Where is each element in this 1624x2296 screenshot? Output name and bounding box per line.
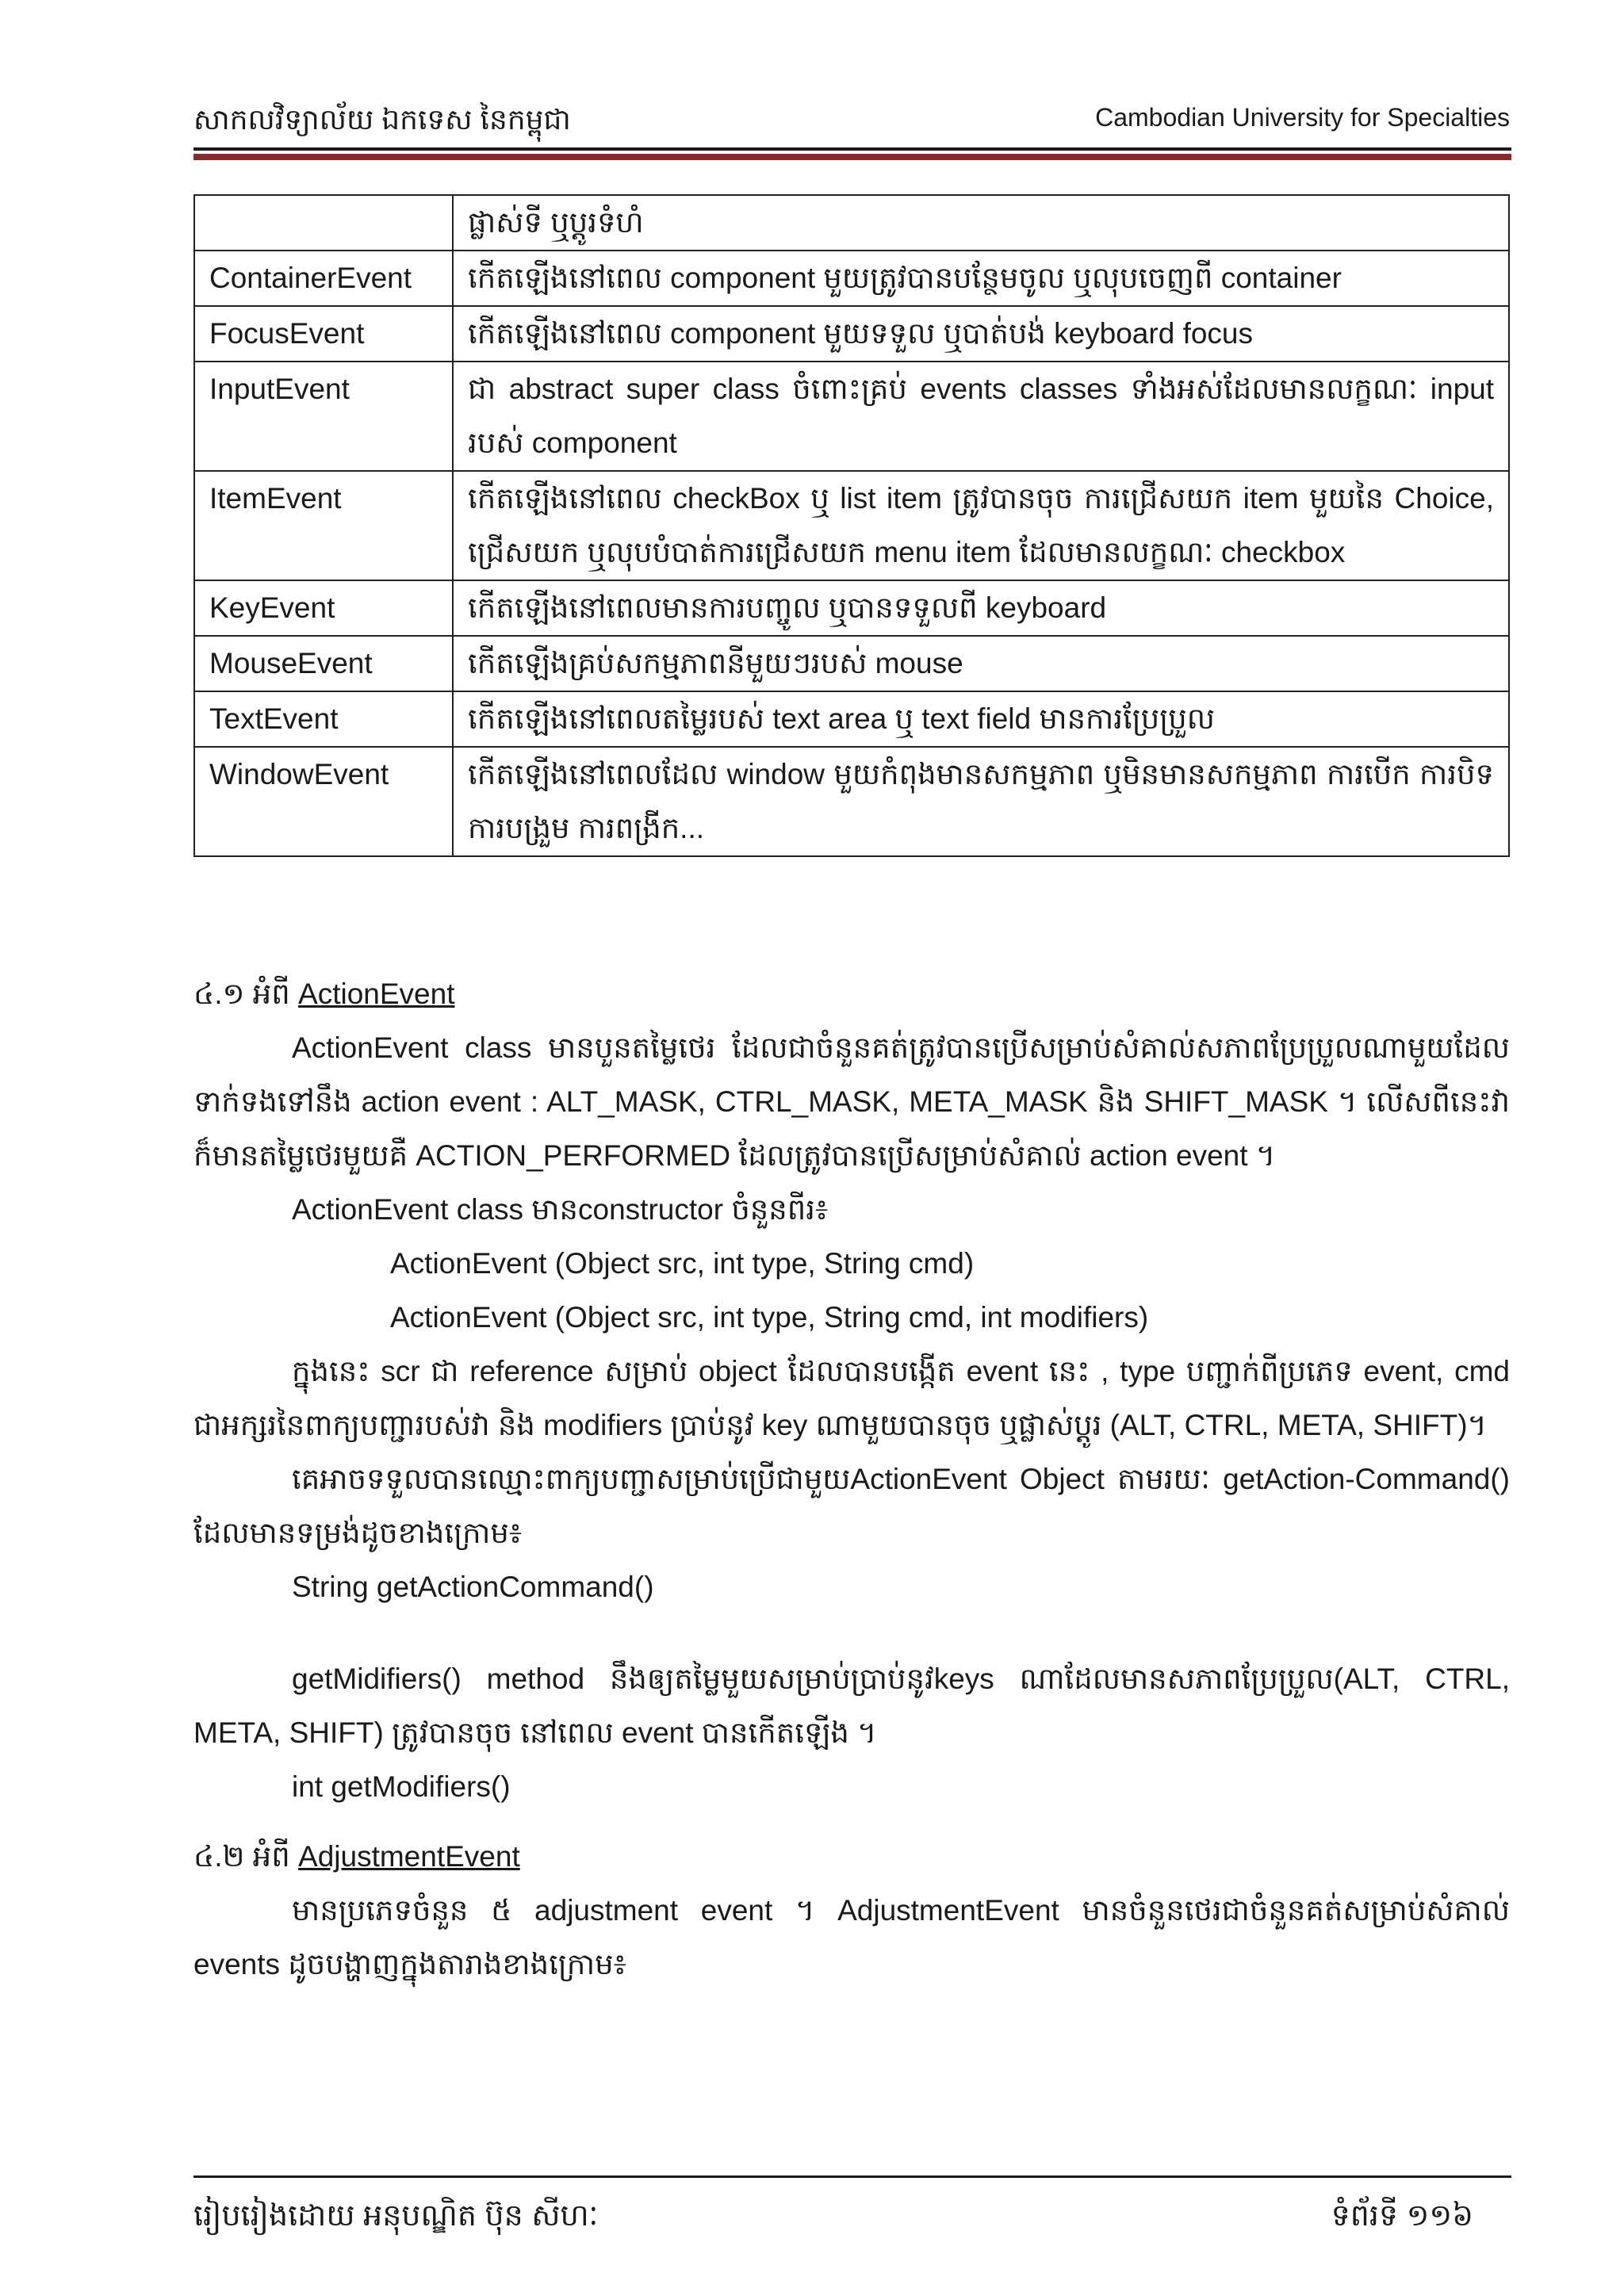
event-name-cell: MouseEvent (194, 636, 453, 691)
event-description-cell: កើតឡើងនៅពេលតម្លៃរបស់ text area ឬ text field មានការប្រែប្រួល (453, 691, 1509, 747)
event-name-cell (194, 195, 453, 251)
header-university-english: Cambodian University for Specialties (1095, 103, 1510, 132)
section-number: ៤.១ (193, 978, 245, 1010)
section-title: AdjustmentEvent (298, 1840, 520, 1873)
code-line: ActionEvent (Object src, int type, String cmd, int modifiers) (390, 1301, 1149, 1334)
event-name-cell: ItemEvent (194, 471, 453, 580)
event-name-cell: InputEvent (194, 362, 453, 471)
event-name-cell: TextEvent (194, 691, 453, 747)
event-description-cell: កើតឡើងនៅពេល component មួយត្រូវបានបន្ថែមចូល ឬលុបចេញពី container (453, 251, 1509, 306)
event-description-cell: កើតឡើងនៅពេលមានការបញ្ចូល ឬបានទទួលពី keyboard (453, 580, 1509, 636)
header-rule-thin (193, 147, 1511, 151)
event-description-cell: កើតឡើងនៅពេលដែល window មួយកំពុងមានសកម្មភាព ឬមិនមានសកម្មភាព ការបើក ការបិទ ការបង្រួម ការពង្រីក... (453, 747, 1509, 856)
table-row (194, 251, 1509, 306)
section-number: ៤.២ (193, 1840, 245, 1873)
event-class-table (193, 194, 1510, 857)
code-line: int getModifiers() (292, 1770, 511, 1803)
paragraph: getMidifiers() method នឹងឲ្យតម្លៃមួយសម្រាប់ប្រាប់នូវkeys ណាដែលមានសភាពប្រែប្រួល(ALT, CTRL, META, SHIFT) ត្រូវបានចុច នៅពេល event បានកើតឡើង ។ (193, 1663, 1510, 1749)
event-description-cell: កើតឡើងគ្រប់សកម្មភាពនីមួយៗរបស់ mouse (453, 636, 1509, 691)
footer-rule (193, 2175, 1511, 2178)
table-row (194, 306, 1509, 362)
paragraph: ActionEvent class មានបួនតម្លៃថេរ ដែលជាចំនួនគត់ត្រូវបានប្រើសម្រាប់សំគាល់សភាពប្រែប្រួលណាមួយដែលទាក់ទងទៅនឹង action event : ALT_MASK, CTRL_MASK, META_MASK និង SHIFT_MASK ។ លើសពីនេះវាក៏មានតម្លៃថេរមួយគឺ ACTION_PERFORMED ដែលត្រូវបានប្រើសម្រាប់សំគាល់ action event ។ (193, 1031, 1510, 1172)
table-row (194, 747, 1509, 856)
event-description-cell: កើតឡើងនៅពេល checkBox ឬ list item ត្រូវបានចុច ការជ្រើសយក item មួយនៃ Choice, ជ្រើសយក ឬលុបបំបាត់ការជ្រើសយក menu item ដែលមានលក្ខណៈ checkbox (453, 471, 1509, 580)
code-line: String getActionCommand() (292, 1571, 654, 1603)
section-prefix: អំពី (252, 1840, 290, 1873)
section-heading-adjustment-event (193, 1830, 1510, 1884)
footer-page-number: ទំព័រទី ១១៦ (1331, 2199, 1473, 2233)
event-description-cell: កើតឡើងនៅពេល component មួយទទួល ឬបាត់បង់ keyboard focus (453, 306, 1509, 362)
event-description-cell: ជា abstract super class ចំពោះគ្រប់ events classes ទាំងអស់ដែលមានលក្ខណៈ input របស់ component (453, 362, 1509, 471)
paragraph: ក្នុងនេះ scr ជា reference សម្រាប់ object ដែលបានបង្កើត event នេះ , type បញ្ជាក់ពីប្រភេទ event, cmd ជាអក្សរនៃពាក្យបញ្ជារបស់វា និង modifiers ប្រាប់នូវ key ណាមួយបានចុច ឬផ្លាស់ប្ដូរ (ALT, CTRL, META, SHIFT)។ (193, 1355, 1510, 1441)
body-text (193, 967, 1510, 1992)
paragraph: គេអាចទទួលបានឈ្មោះពាក្យបញ្ជាសម្រាប់ប្រើជាមួយActionEvent Object តាមរយៈ getAction-Command() ដែលមានទម្រង់ដូចខាងក្រោម៖ (193, 1463, 1510, 1549)
event-name-cell: KeyEvent (194, 580, 453, 636)
section-prefix: អំពី (252, 978, 290, 1010)
event-description-cell: ផ្លាស់ទី ឬប្ដូរទំហំ (453, 195, 1509, 251)
event-name-cell: ContainerEvent (194, 251, 453, 306)
table-row (194, 362, 1509, 471)
event-name-cell: WindowEvent (194, 747, 453, 856)
header-rule-thick (193, 154, 1511, 160)
section-heading-action-event (193, 967, 1510, 1021)
table-row (194, 580, 1509, 636)
event-table-body (194, 195, 1509, 856)
header-university-khmer: សាកលវិទ្យាល័យ ឯកទេស នៃកម្ពុជា (193, 103, 571, 136)
footer-author: រៀបរៀងដោយ អនុបណ្ឌិត ប៊ុន សីហៈ (193, 2199, 599, 2233)
table-row (194, 195, 1509, 251)
paragraph: មានប្រភេទចំនួន ៥ adjustment event ។ AdjustmentEvent មានចំនួនថេរជាចំនួនគត់សម្រាប់សំគាល់ events ដូចបង្ហាញក្នុងតារាងខាងក្រោម៖ (193, 1894, 1510, 1980)
event-name-cell: FocusEvent (194, 306, 453, 362)
paragraph: ActionEvent class មានconstructor ចំនួនពីរ៖ (292, 1193, 829, 1226)
code-line: ActionEvent (Object src, int type, String cmd) (390, 1247, 975, 1280)
table-row (194, 691, 1509, 747)
section-title: ActionEvent (298, 978, 455, 1010)
page-header (193, 97, 1510, 144)
table-row (194, 636, 1509, 691)
table-row (194, 471, 1509, 580)
